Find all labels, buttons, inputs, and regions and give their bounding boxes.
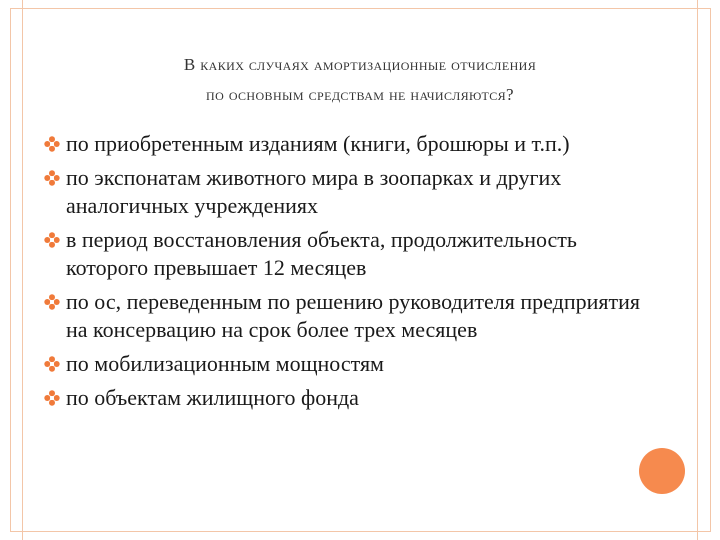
bullet-item — [44, 288, 664, 344]
bullet-text: по экспонатам животного мира в зоопарках и других аналогичных учреждениях — [66, 165, 562, 218]
bullet-item — [44, 226, 664, 282]
title-line-1: В каких случаях амортизационные отчисления — [183, 55, 537, 74]
bullet-list — [44, 130, 664, 418]
bullet-text: по мобилизационным мощностям — [66, 351, 384, 376]
bullet-text: в период восстановления объекта, продолжительность которого превышает 12 месяцев — [66, 227, 577, 280]
bullet-item — [44, 164, 664, 220]
flower-icon — [44, 356, 60, 372]
bullet-text: по ос, переведенным по решению руководителя предприятия на консервацию на срок более трех месяцев — [66, 289, 640, 342]
flower-icon — [44, 170, 60, 186]
bullet-item — [44, 130, 664, 158]
flower-icon — [44, 390, 60, 406]
title-line-2: по основным средствам не начисляются? — [206, 85, 514, 104]
bullet-item — [44, 350, 664, 378]
slide-title — [0, 50, 720, 110]
decorative-circle — [639, 448, 685, 494]
bullet-item — [44, 384, 664, 412]
flower-icon — [44, 136, 60, 152]
bullet-text: по приобретенным изданиям (книги, брошюры и т.п.) — [66, 131, 570, 156]
flower-icon — [44, 294, 60, 310]
flower-icon — [44, 232, 60, 248]
bullet-text: по объектам жилищного фонда — [66, 385, 359, 410]
